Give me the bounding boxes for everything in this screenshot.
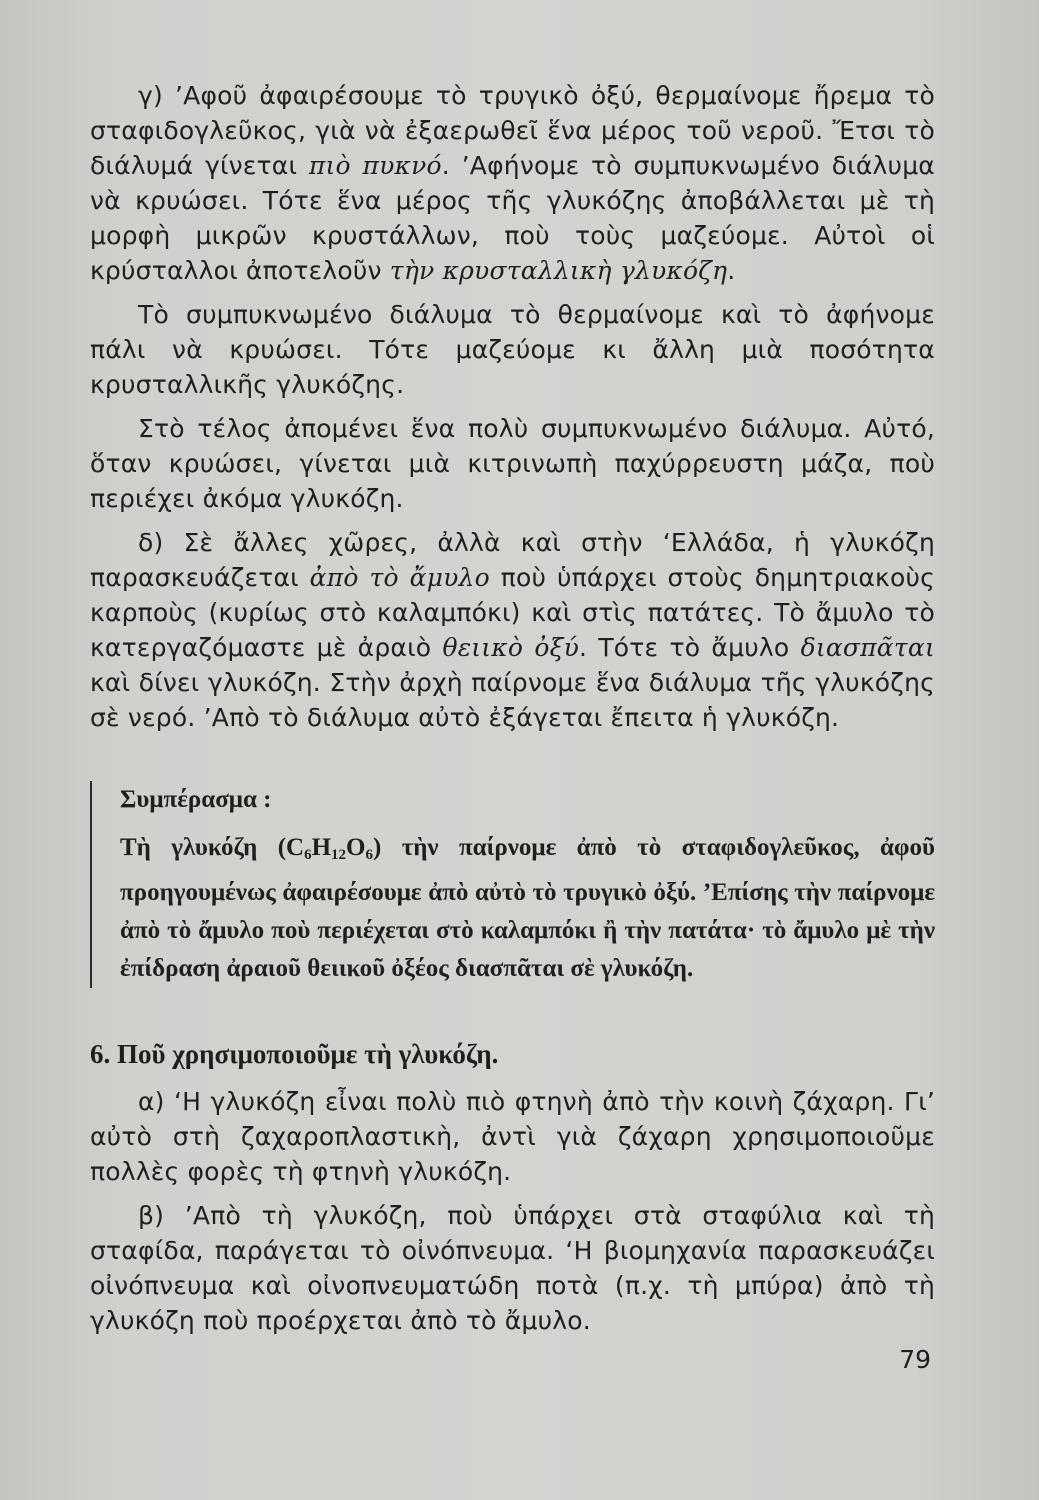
italic-crystalline-glucose: τὴν κρυσταλλικὴ γλυκόζη [389,256,728,285]
paragraph-alpha-uses: α) ‘Η γλυκόζη εἶναι πολὺ πιὸ φτηνὴ ἀπὸ τὴν κοινὴ ζάχαρη. Γι’ αὐτὸ στὴ ζαχαροπλαστικὴ, ἀντὶ γιὰ ζάχαρη χρησιμοποιοῦμε πολλὲς φορὲς τὴ φτηνὴ γλυκόζη. [90,1087,935,1186]
conclusion-text-b: ) τὴν παίρνομε ἀπὸ τὸ σταφιδογλεῦκος, ἀφοῦ προηγουμένως ἀφαιρέσουμε ἀπὸ αὐτὸ τὸ τρυγικὸ ὀξύ. ’Επίσης τὴν παίρνομε ἀπὸ τὸ ἄμυλο ποὺ περιέχεται στὸ καλαμπόκι ἢ τὴν πατάτα· τὸ ἄμυλο μὲ τὴν ἐπίδραση ἀραιοῦ θειικοῦ ὀξέος διασπᾶται σὲ γλυκόζη. [120,834,935,982]
formula-oxygen: O [346,834,366,861]
paragraph-gamma-text-c: . ’Αφήνομε τὸ συμπυκνωμένο διάλυμα νὰ κρυώσει. Τότε ἕνα μέρος τῆς γλυκόζης ἀποβάλλεται μὲ τὴ μορφὴ μικρῶν κρυστάλλων, ποὺ τοὺς μαζεύομε. Αὐτοὶ οἱ κρύσταλλοι ἀποτελοῦν [90,151,935,285]
conclusion-text-a: Τὴ γλυκόζη (C [120,834,305,861]
paragraph-gamma [90,78,935,288]
subscript-oxygen: 6 [365,847,373,863]
italic-from-starch: ἀπὸ τὸ ἄμυλο [309,563,490,592]
paragraph-delta-text-e: . Τότε τὸ ἄμυλο [578,633,801,662]
paragraph-reheat: Τὸ συμπυκνωμένο διάλυμα τὸ θερμαίνομε καὶ τὸ ἀφήνομε πάλι νὰ κρυώσει. Τότε μαζεύομε κι ἄλλη μιὰ ποσότητα κρυσταλλικῆς γλυκόζης. [90,300,935,399]
italic-denser: πιὸ πυκνό [308,151,442,180]
paragraph-gamma-text-e: . [727,256,736,285]
paragraph-delta-text-g: καὶ δίνει γλυκόζη. Στὴν ἀρχὴ παίρνομε ἕνα διάλυμα τῆς γλυκόζης σὲ νερό. ’Απὸ τὸ διάλυμα αὐτὸ ἐξάγεται ἔπειτα ἡ γλυκόζη. [90,668,935,732]
subscript-hydrogen: 12 [331,847,347,863]
paragraph-gamma-text-a: γ) ’Αφοῦ ἀφαιρέσουμε τὸ τρυγικὸ ὀξύ, θερμαίνομε ἤρεμα τὸ σταφιδογλεῦκος, γιὰ νὰ ἐξαερωθεῖ ἕνα μέρος τοῦ νεροῦ. Ἔτσι τὸ διάλυμά γίνεται [90,81,935,180]
conclusion-box [90,781,935,988]
page-number: 79 [899,1345,931,1374]
paragraph-delta-text-c: ποὺ ὑπάρχει στοὺς δημητριακοὺς καρποὺς (κυρίως στὸ καλαμπόκι) καὶ στὶς πατάτες. Τὸ ἄμυλο τὸ κατεργαζόμαστε μὲ ἀραιὸ [90,563,936,662]
page-content [90,78,935,1347]
conclusion-text [120,829,935,988]
italic-decomposes: διασπᾶται [800,633,936,662]
paragraph-beta-uses: β) ’Απὸ τὴ γλυκόζη, ποὺ ὑπάρχει στὰ σταφύλια καὶ τὴ σταφίδα, παράγεται τὸ οἰνόπνευμα. ‘Η βιομηχανία παρασκευάζει οἰνόπνευμα καὶ οἰνοπνευματώδη ποτὰ (π.χ. τὴ μπύρα) ἀπὸ τὴ γλυκόζη ποὺ προέρχεται ἀπὸ τὸ ἄμυλο. [90,1201,935,1335]
section-heading: 6. Ποῦ χρησιμοποιοῦμε τὴ γλυκόζη. [90,1039,499,1069]
paragraph-delta-text-a: δ) Σὲ ἄλλες χῶρες, ἀλλὰ καὶ στὴν ‘Ελλάδα, ἡ γλυκόζη παρασκευάζεται [90,528,935,592]
formula-hydrogen: H [311,834,332,861]
italic-sulfuric-acid: θειικὸ ὀξύ [442,633,579,662]
paragraph-remaining-solution: Στὸ τέλος ἀπομένει ἕνα πολὺ συμπυκνωμένο διάλυμα. Αὐτό, ὅταν κρυώσει, γίνεται μιὰ κιτρινωπὴ παχύρρευστη μάζα, ποὺ περιέχει ἀκόμα γλυκόζη. [90,414,935,513]
paragraph-delta [90,525,935,735]
subscript-carbon: 6 [304,847,312,863]
conclusion-title: Συμπέρασμα : [120,786,272,813]
